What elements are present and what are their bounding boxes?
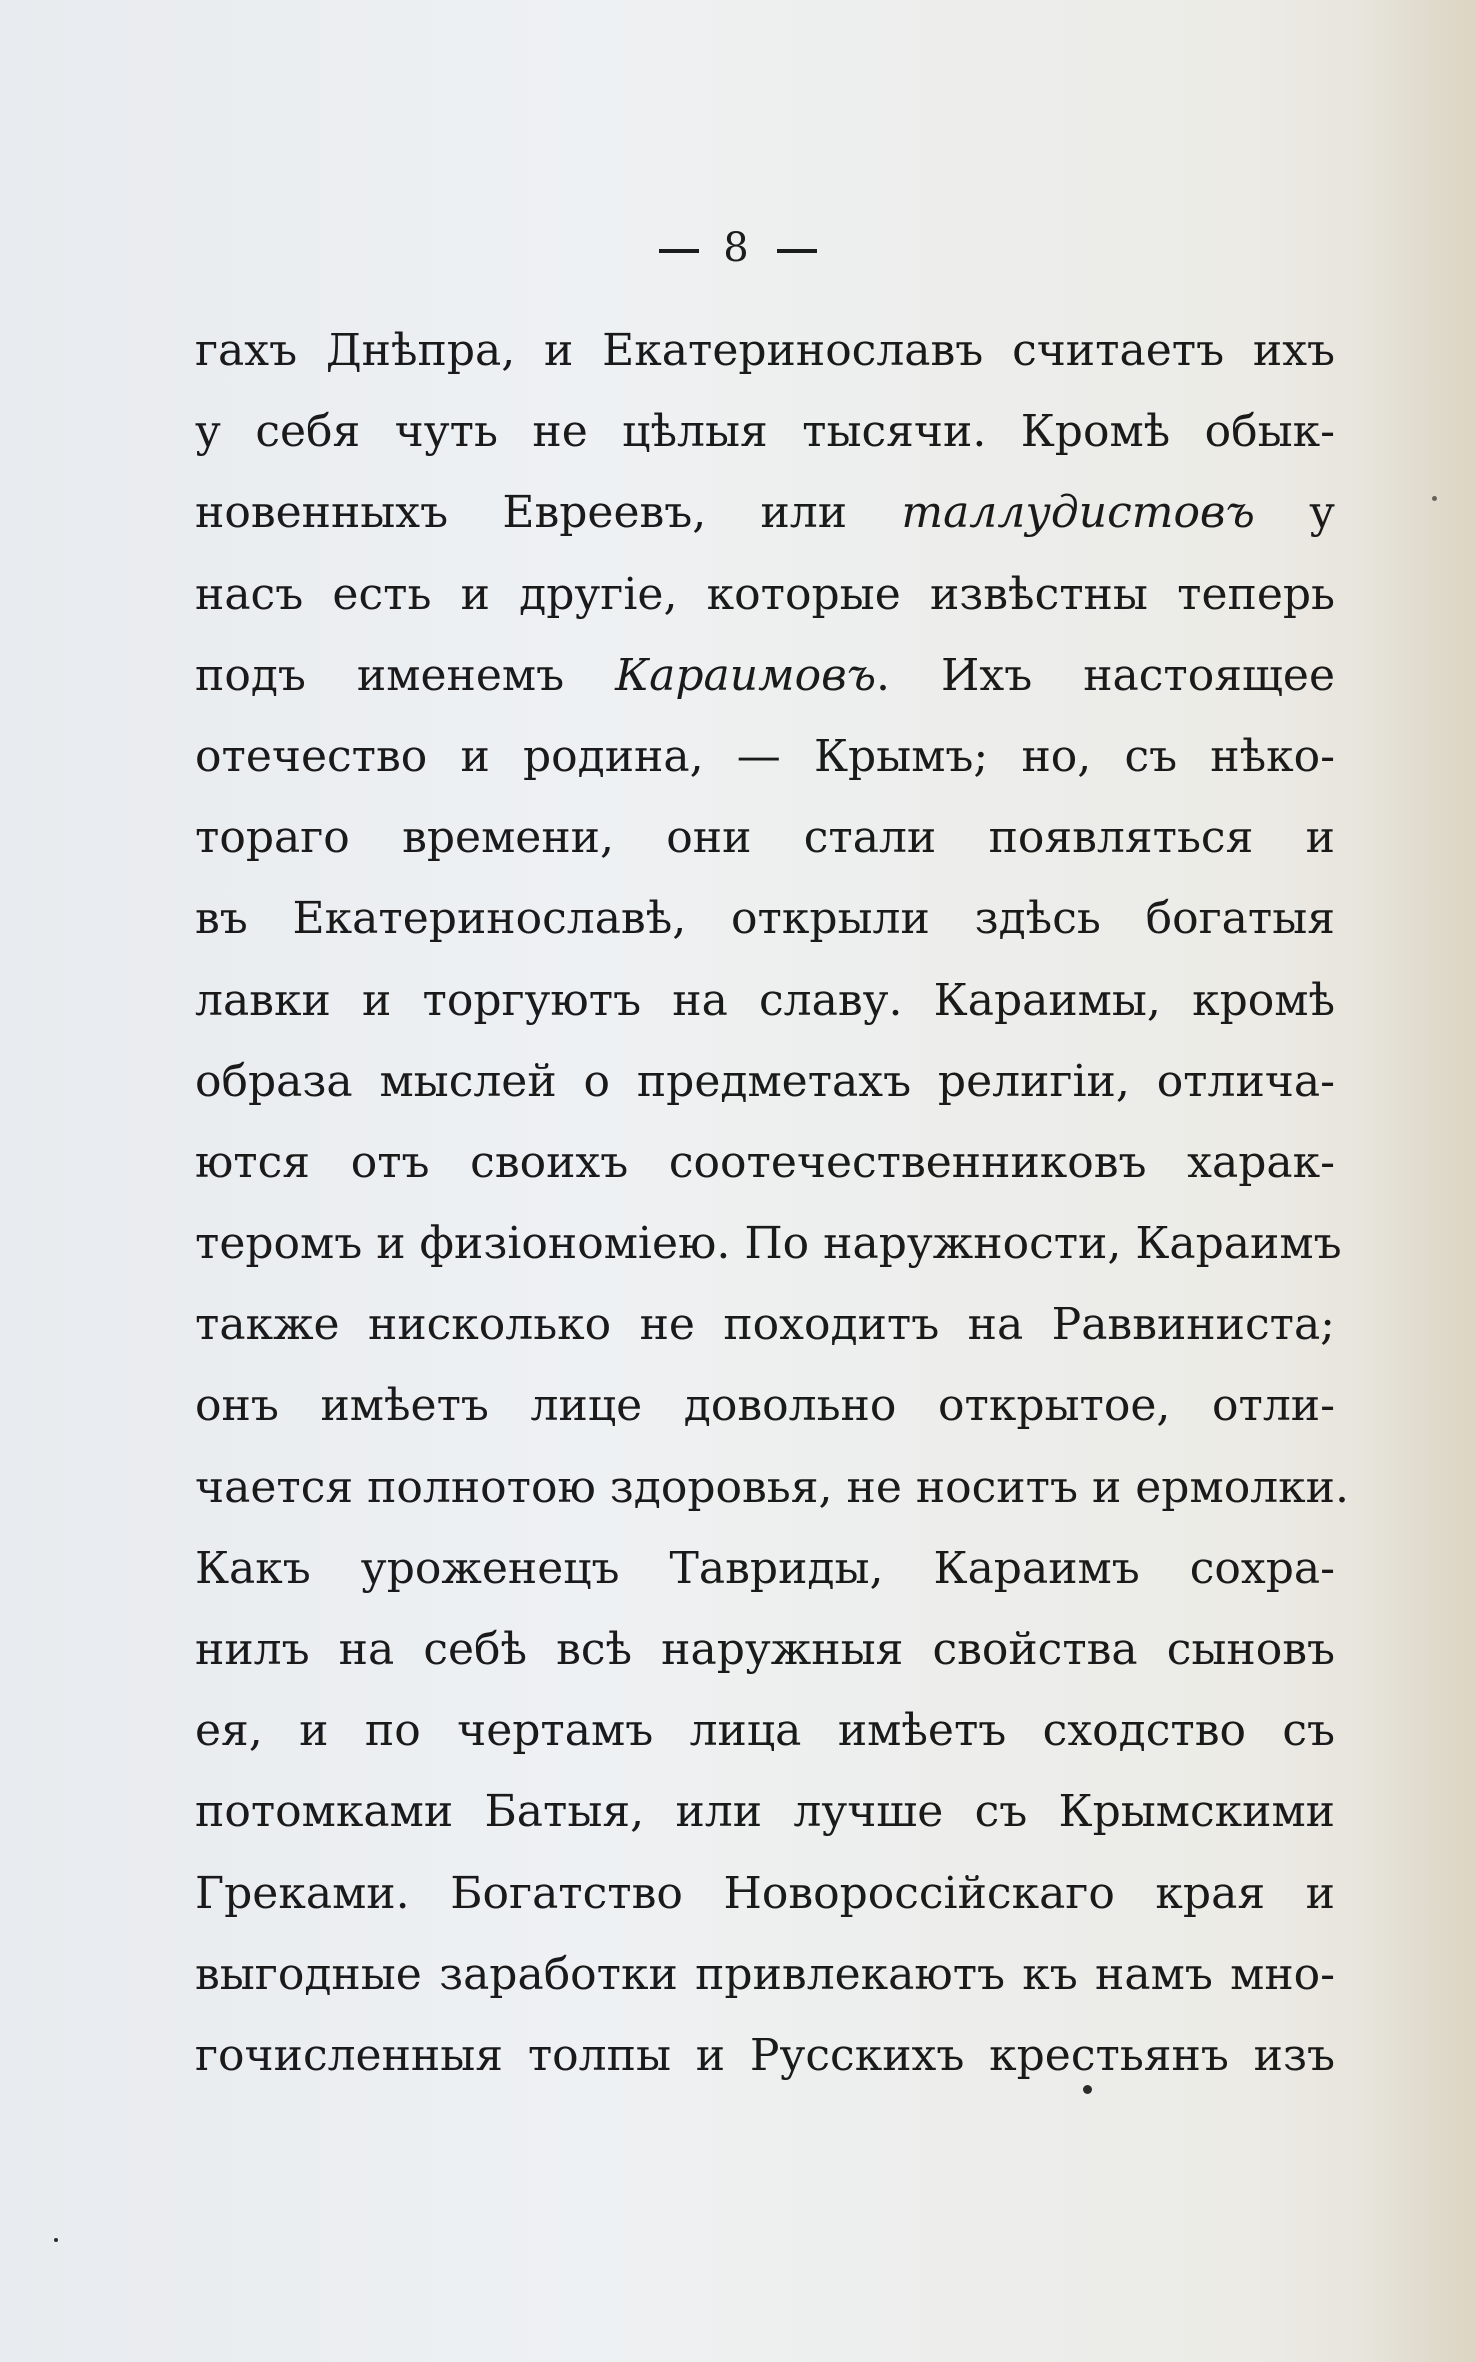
text-line: Греками. Богатство Новороссійскаго края и: [195, 1867, 1335, 1919]
body-text: [195, 310, 1349, 2096]
page-number-left-dash: [659, 249, 699, 253]
text-line: гочисленныя толпы и Русскихъ крестьянъ изъ: [195, 2029, 1335, 2081]
text-line: образа мыслей о предметахъ религіи, отлича-: [195, 1055, 1335, 1107]
text-line: также нисколько не походитъ на Раввиниста;: [195, 1299, 1335, 1351]
text-line: ются отъ своихъ соотечественниковъ харак-: [195, 1136, 1335, 1188]
text-line: выгодные заработки привлекаютъ къ намъ мно-: [195, 1948, 1335, 2000]
page-number-right-dash: [777, 249, 817, 253]
text-line: [195, 635, 1335, 716]
text-line: потомками Батыя, или лучше съ Крымскими: [195, 1786, 1335, 1838]
italic-term: таллудистовъ: [901, 487, 1255, 539]
text-line: лавки и торгуютъ на славу. Караимы, кромѣ: [195, 974, 1335, 1026]
text-line: въ Екатеринославѣ, открыли здѣсь богатыя: [195, 893, 1335, 945]
text-line: насъ есть и другіе, которые извѣстны теперь: [195, 568, 1335, 620]
text-line: у себя чуть не цѣлыя тысячи. Кромѣ обык-: [195, 406, 1335, 458]
text-line: чается полнотою здоровья, не носитъ и ермолки.: [195, 1461, 1349, 1513]
ink-speck: [54, 2238, 58, 2242]
text-line: [195, 472, 1335, 553]
italic-term: Караимовъ: [615, 649, 877, 701]
text-line: ея, и по чертамъ лица имѣетъ сходство съ: [195, 1705, 1335, 1757]
text-line: тораго времени, они стали появляться и: [195, 812, 1335, 864]
page-number: [0, 225, 1476, 271]
text-line: теромъ и физіономіею. По наружности, Караимъ: [195, 1218, 1342, 1270]
text-line: гахъ Днѣпра, и Екатеринославъ считаетъ ихъ: [195, 325, 1335, 376]
text-segment: у: [1254, 487, 1336, 539]
text-line: онъ имѣетъ лице довольно открытое, отли-: [195, 1380, 1335, 1432]
text-segment: новенныхъ Евреевъ, или: [195, 487, 902, 539]
ink-speck: [1083, 2085, 1092, 2094]
text-line: Какъ уроженецъ Тавриды, Караимъ сохра-: [195, 1542, 1335, 1594]
text-line: отечество и родина, — Крымъ; но, съ нѣко-: [195, 730, 1335, 782]
text-line: нилъ на себѣ всѣ наружныя свойства сыновъ: [195, 1624, 1335, 1675]
ink-speck: [1432, 496, 1437, 501]
text-segment: . Ихъ настоящее: [876, 649, 1335, 701]
page-number-value: 8: [723, 225, 753, 271]
text-segment: подъ именемъ: [195, 649, 616, 701]
